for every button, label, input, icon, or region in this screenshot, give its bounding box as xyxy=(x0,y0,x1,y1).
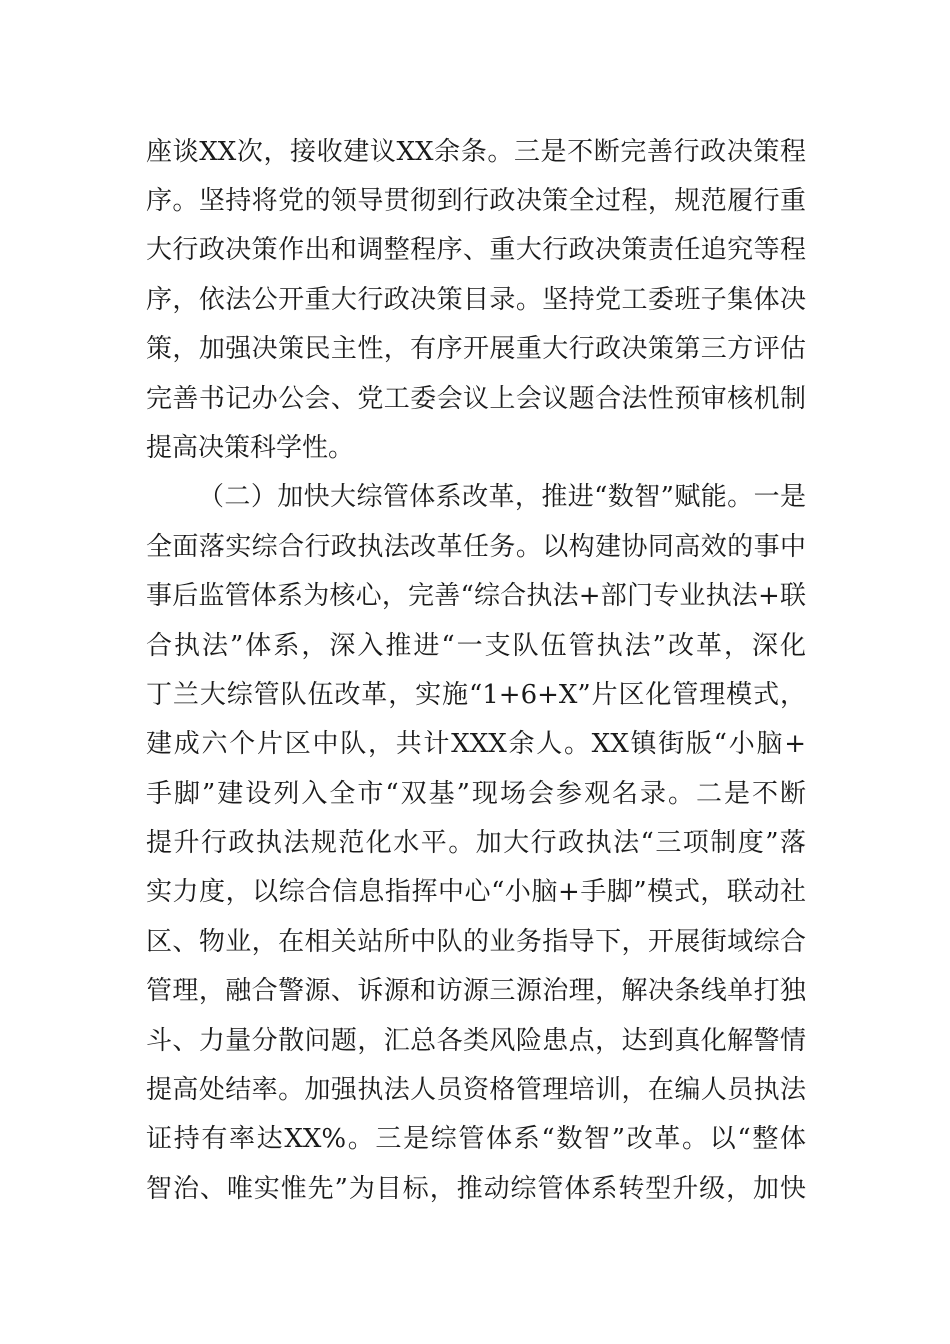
text-line-10: 事后监管体系为核心，完善“综合执法+部门专业执法+联 xyxy=(146,581,806,611)
text-line-7: 提高决策科学性。 xyxy=(146,433,355,463)
text-line-22: 智治、唯实惟先”为目标，推动综管体系转型升级，加快 xyxy=(146,1174,806,1204)
text-line-20: 提高处结率。加强执法人员资格管理培训，在编人员执法 xyxy=(146,1075,806,1105)
text-line-2: 序。坚持将党的领导贯彻到行政决策全过程，规范履行重 xyxy=(146,186,806,216)
text-line-15: 提升行政执法规范化水平。加大行政执法“三项制度”落 xyxy=(146,828,806,858)
text-line-9: 全面落实综合行政执法改革任务。以构建协同高效的事中 xyxy=(146,532,806,562)
text-line-1: 座谈XX次，接收建议XX余条。三是不断完善行政决策程 xyxy=(146,137,806,167)
text-line-19: 斗、力量分散问题，汇总各类风险患点，达到真化解警情 xyxy=(146,1026,806,1056)
text-line-21: 证持有率达XX%。三是综管体系“数智”改革。以“整体 xyxy=(146,1124,806,1154)
text-line-6: 完善书记办公会、党工委会议上会议题合法性预审核机制 xyxy=(146,384,806,414)
text-line-5: 策，加强决策民主性，有序开展重大行政决策第三方评估 xyxy=(146,334,806,364)
text-line-4: 序，依法公开重大行政决策目录。坚持党工委班子集体决 xyxy=(146,285,806,315)
text-line-18: 管理，融合警源、诉源和访源三源治理，解决条线单打独 xyxy=(146,976,806,1006)
section-heading-line: （二）加快大综管体系改革，推进“数智”赋能。一是 xyxy=(198,482,806,512)
text-line-12: 丁兰大综管队伍改革，实施“1+6+X”片区化管理模式， xyxy=(146,680,806,710)
text-line-11: 合执法”体系，深入推进“一支队伍管执法”改革，深化 xyxy=(146,631,806,661)
text-line-3: 大行政决策作出和调整程序、重大行政决策责任追究等程 xyxy=(146,235,806,265)
text-line-16: 实力度，以综合信息指挥中心“小脑+手脚”模式，联动社 xyxy=(146,877,806,907)
text-line-14: 手脚”建设列入全市“双基”现场会参观名录。二是不断 xyxy=(146,779,806,809)
text-line-17: 区、物业，在相关站所中队的业务指导下，开展街域综合 xyxy=(146,927,806,957)
text-line-13: 建成六个片区中队，共计XXX余人。XX镇街版“小脑+ xyxy=(146,729,806,759)
